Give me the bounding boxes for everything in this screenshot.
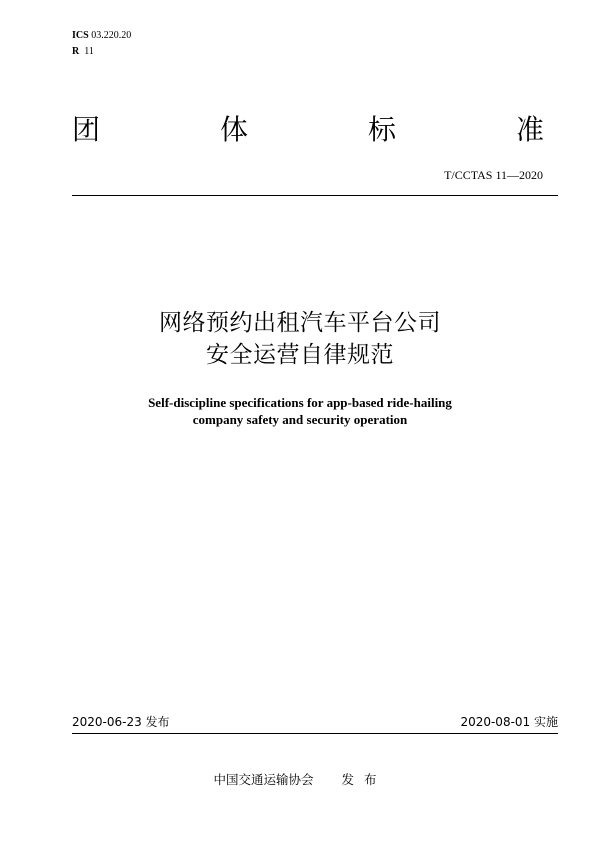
header-divider (72, 195, 558, 196)
title-chinese-line1: 网络预约出租汽车平台公司 (159, 310, 441, 336)
issue-date: 2020-06-23 发布 (72, 715, 170, 729)
standard-number: T/CCTAS 11—2020 (444, 168, 543, 182)
ccs-label: R (72, 46, 80, 57)
ics-code: 03.220.20 (91, 30, 132, 41)
standard-type-char-4: 准 (515, 113, 544, 146)
ics-classification (72, 30, 131, 42)
ics-label: ICS (72, 30, 89, 41)
standard-type-char-3: 标 (367, 113, 396, 146)
title-english-line2: company safety and security operation (192, 412, 408, 427)
publisher-name: 中国交通运输协会 (213, 772, 314, 787)
title-english-line1: Self-discipline specifications for app-based ride-hailing (148, 395, 452, 410)
ccs-code: 11 (84, 46, 94, 57)
publisher (0, 771, 600, 789)
standard-type-char-2: 体 (219, 113, 248, 146)
ccs-classification (72, 46, 94, 58)
implementation-date: 2020-08-01 实施 (460, 715, 558, 729)
publisher-issue-label: 发布 (341, 772, 387, 787)
standard-type-char-1: 团 (72, 113, 101, 146)
title-chinese-line2: 安全运营自律规范 (206, 342, 394, 368)
footer-divider (72, 733, 558, 734)
standard-type-heading (72, 110, 544, 150)
